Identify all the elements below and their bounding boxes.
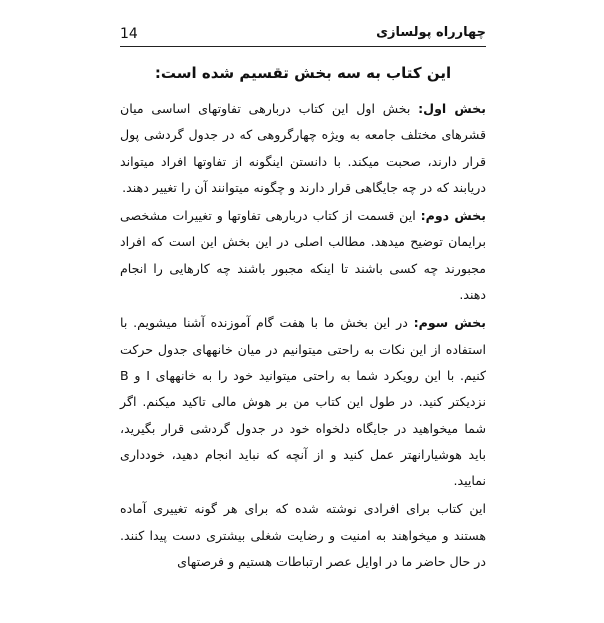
part-two-text: این قسمت از کتاب دربارهی تفاوتها و تغییرات مشخصی برایمان توضیح میدهد. مطالب اصلی در این بخش این است که افراد مجبورند چه کسی باشند تا اینکه مجبور باشند چه کارهایی را انجام دهند. [120, 208, 486, 303]
part-three-label: بخش سوم: [413, 315, 486, 331]
paragraph-part-three [120, 310, 486, 494]
part-one-label: بخش اول: [418, 101, 486, 116]
part-three-text: در این بخش ما با هفت گام آموزنده آشنا میشویم. با استفاده از این نکات به راحتی میتوانیم در میان خانههای جدول حرکت کنیم. با این رویکرد شما به راحتی میتوانید خود را به خانههای I و B نزدیکتر کنید. در طول این کتاب من بر هوش مالی تاکید میکنم. اگر شما میخواهید در جایگاه دلخواه خود در جدول گردشی قرار بگیرید، باید هوشیارانهتر عمل کنید و از آنچه که نباید انجام دهید، خودداری نمایید. [120, 315, 486, 489]
page-number: 14 [120, 26, 138, 42]
page-content [120, 60, 486, 575]
paragraph-part-one [120, 96, 486, 201]
paragraph-part-two [120, 203, 486, 308]
part-one-text: بخش اول این کتاب دربارهی تفاوتهای اساسی میان قشرهای مختلف جامعه به ویژه چهارگروهی که در جدول گردشی پول قرار دارند، صحبت میکند. با دانستن اینگونه از تفاوتها افراد میتواند دریابند که در چه جایگاهی قرار دارند و چگونه میتوانند آن را تغییر دهند. [120, 101, 486, 195]
audience-text: این کتاب برای افرادی نوشته شده که برای هر گونه تغییری آماده هستند و میخواهند به امنیت و رضایت شغلی بیشتری دست پیدا کنند. در حال حاضر ما در اوایل عصر ارتباطات هستیم و فرصتهای [120, 501, 486, 570]
section-heading: این کتاب به سه بخش تقسیم شده است: [154, 64, 452, 82]
part-two-label: بخش دوم: [420, 208, 486, 224]
paragraph-audience [120, 496, 486, 575]
running-header [120, 24, 486, 47]
book-title: چهارراه پولسازی [376, 25, 486, 40]
